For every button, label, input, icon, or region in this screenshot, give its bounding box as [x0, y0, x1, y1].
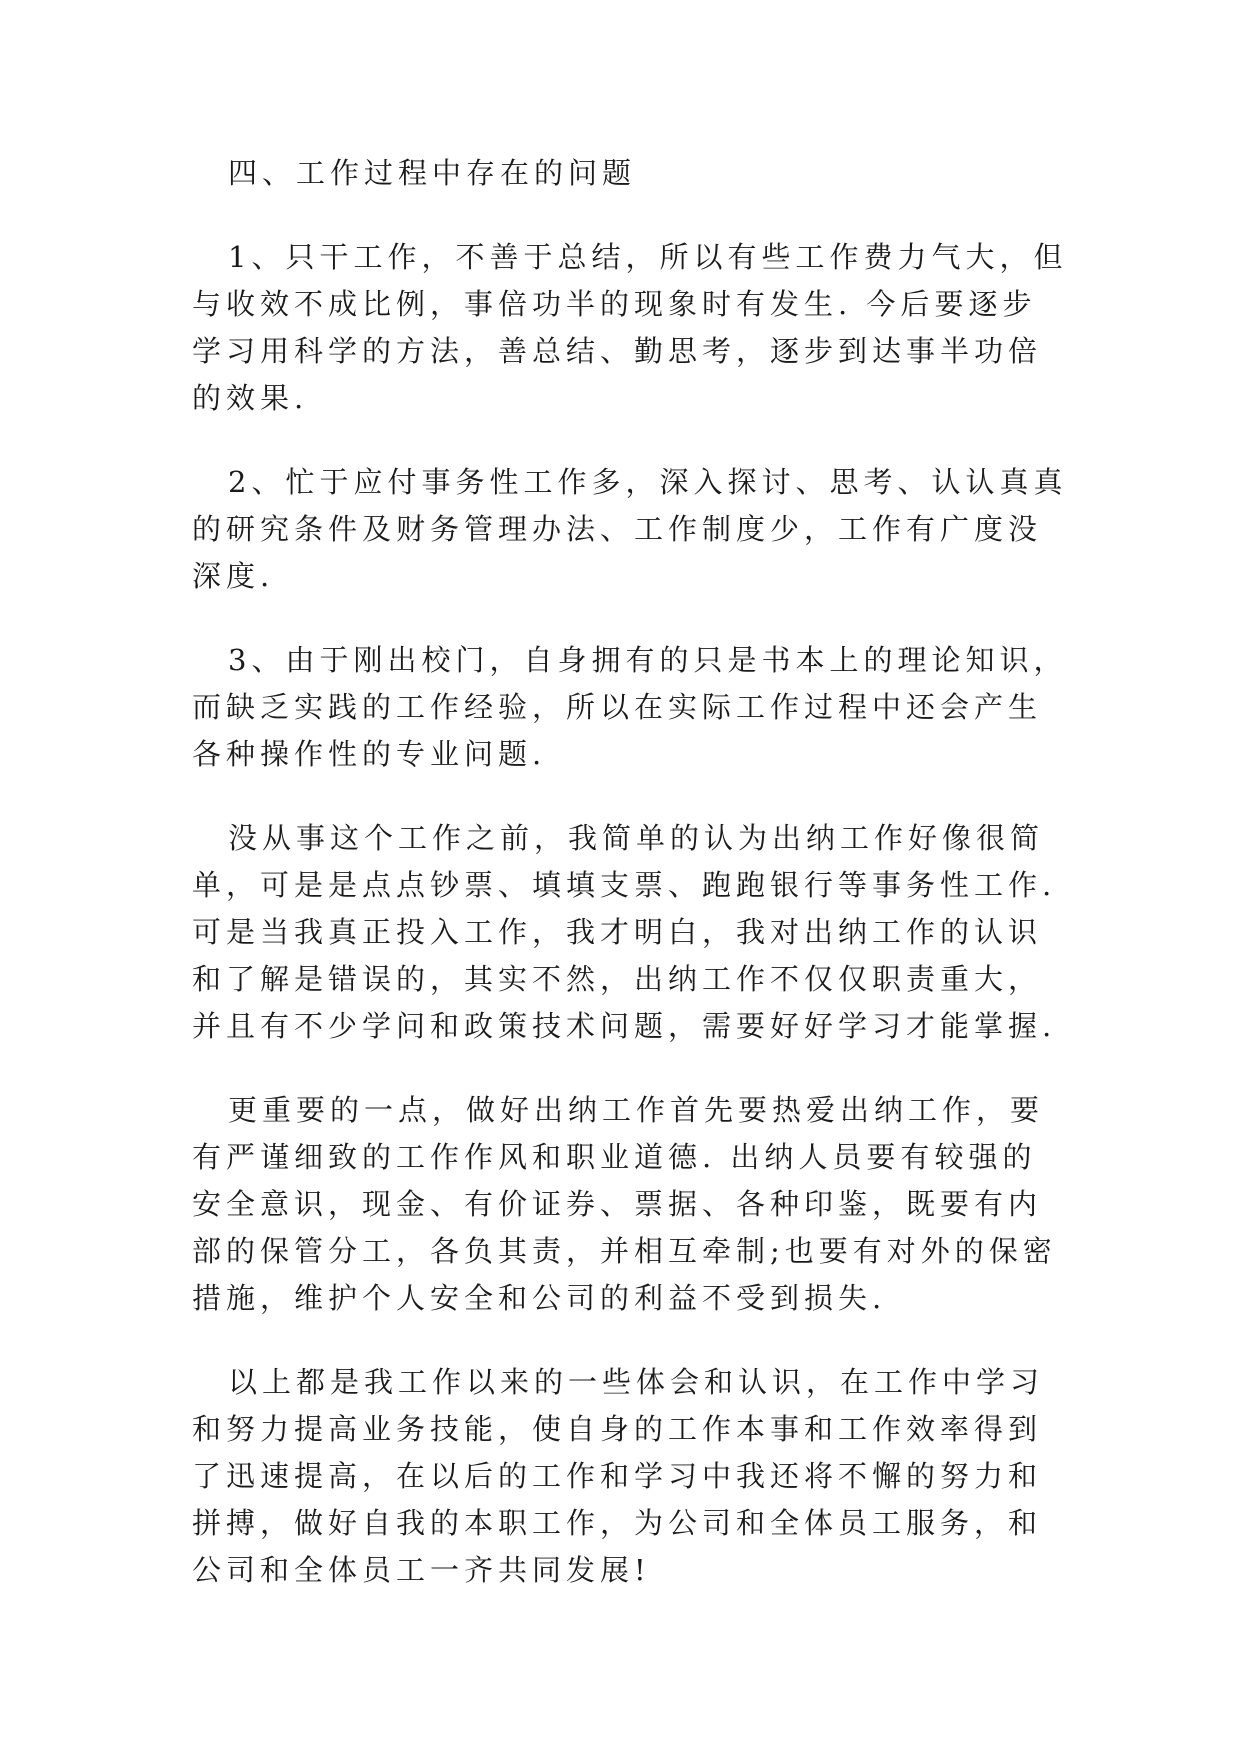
text-line: 部的保管分工，各负其责，并相互牵制;也要有对外的保密: [192, 1234, 1057, 1268]
section-heading: 四、工作过程中存在的问题: [228, 156, 637, 190]
text-line: 而缺乏实践的工作经验，所以在实际工作过程中还会产生: [192, 690, 1043, 724]
paragraph-importance: [192, 1087, 1057, 1322]
text-line: 公司和全体员工一齐共同发展!: [192, 1553, 651, 1587]
text-line: 措施，维护个人安全和公司的利益不受到损失.: [192, 1281, 887, 1315]
paragraph-problem-2: [192, 459, 1068, 600]
text-line: 的效果.: [192, 381, 309, 415]
text-line: 安全意识，现金、有价证券、票据、各种印鉴，既要有内: [192, 1187, 1043, 1221]
text-line: 各种操作性的专业问题.: [192, 737, 547, 771]
text-line: 和了解是错误的，其实不然，出纳工作不仅仅职责重大，: [192, 962, 1043, 996]
text-line: 并且有不少学问和政策技术问题，需要好好学习才能掌握.: [192, 1009, 1057, 1043]
document-body: [192, 150, 1068, 1631]
text-line: 和努力提高业务技能，使自身的工作本事和工作效率得到: [192, 1412, 1043, 1446]
text-line: 2、忙于应付事务性工作多，深入探讨、思考、认认真真: [228, 465, 1068, 499]
text-line: 有严谨细致的工作作风和职业道德. 出纳人员要有较强的: [192, 1140, 1037, 1174]
text-line: 1、只干工作，不善于总结，所以有些工作费力气大，但: [228, 240, 1068, 274]
text-line: 更重要的一点，做好出纳工作首先要热爱出纳工作，要: [228, 1093, 1045, 1127]
text-line: 的研究条件及财务管理办法、工作制度少，工作有广度没: [192, 512, 1043, 546]
text-line: 可是当我真正投入工作，我才明白，我对出纳工作的认识: [192, 915, 1043, 949]
text-line: 与收效不成比例，事倍功半的现象时有发生. 今后要逐步: [192, 287, 1037, 321]
paragraph-problem-1: [192, 234, 1068, 422]
paragraph-problem-3: [192, 637, 1068, 778]
text-line: 学习用科学的方法，善总结、勤思考，逐步到达事半功倍: [192, 334, 1043, 368]
text-line: 单，可是是点点钞票、填填支票、跑跑银行等事务性工作.: [192, 868, 1057, 902]
paragraph-reflection: [192, 815, 1057, 1050]
paragraph-conclusion: [192, 1359, 1054, 1594]
text-line: 了迅速提高，在以后的工作和学习中我还将不懈的努力和: [192, 1459, 1043, 1493]
text-line: 以上都是我工作以来的一些体会和认识，在工作中学习: [228, 1365, 1045, 1399]
text-line: 没从事这个工作之前，我简单的认为出纳工作好像很简: [228, 821, 1045, 855]
text-line: 深度.: [192, 559, 275, 593]
text-line: 3、由于刚出校门，自身拥有的只是书本上的理论知识，: [228, 643, 1068, 677]
text-line: 拼搏，做好自我的本职工作，为公司和全体员工服务，和: [192, 1506, 1043, 1540]
